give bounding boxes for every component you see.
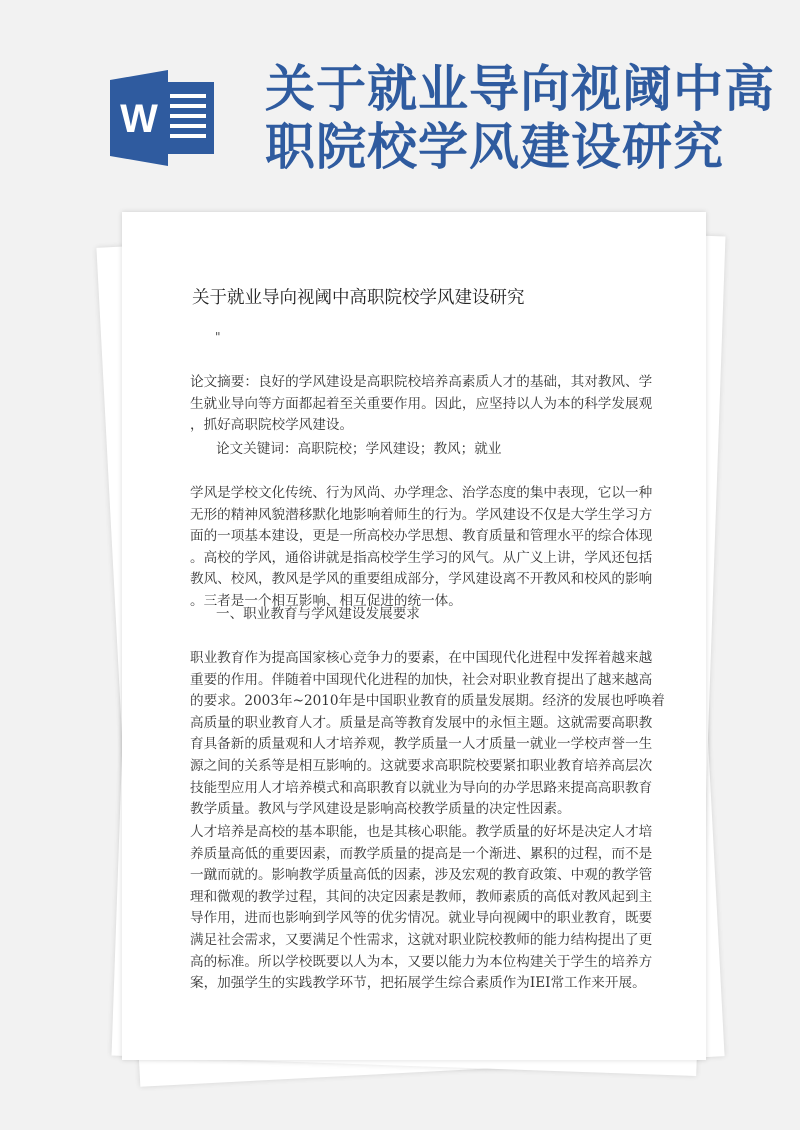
document-page [122, 212, 706, 1060]
banner-title [265, 60, 785, 176]
text-line: 的要求。2003年~2010年是中国职业教育的质量发展期。经济的发展也呼唤着 [190, 693, 665, 710]
text-line: 重要的作用。伴随着中国现代化进程的加快，社会对职业教育提出了越来越高 [190, 671, 653, 688]
paragraph-3 [190, 822, 653, 995]
text-line: 养质量高低的重要因素，而教学质量的提高是一个渐进、累积的过程，而不是 [190, 845, 653, 862]
quote-mark: " [215, 330, 221, 344]
paragraph-1 [190, 483, 653, 613]
text-line: 论文摘要：良好的学风建设是高职院校培养高素质人才的基础，其对教风、学 [190, 374, 653, 390]
section-heading: 一、职业教育与学风建设发展要求 [216, 606, 420, 622]
text-line: 源之间的关系等是相互影响的。这就要求高职院校要紧扣职业教育培养高层次 [190, 757, 653, 774]
text-line: 生就业导向等方面都起着至关重要作用。因此，应坚持以人为本的科学发展观 [190, 395, 653, 412]
text-line: 人才培养是高校的基本职能，也是其核心职能。教学质量的好坏是决定人才培 [190, 824, 653, 840]
text-line: 面的一项基本建设，更是一所高校办学思想、教育质量和管理水平的综合体现 [190, 528, 653, 545]
svg-text:W: W [120, 97, 158, 141]
word-logo-icon [110, 70, 222, 166]
text-line: 育具备新的质量观和人才培养观，教学质量一人才质量一就业一学校声誉一生 [190, 736, 653, 753]
text-line: 技能型应用人才培养模式和高职教育以就业为导向的办学思路来提高高职教育 [190, 779, 653, 796]
text-line: 。高校的学风，通俗讲就是指高校学生学习的风气。从广义上讲，学风还包括 [190, 549, 653, 566]
paragraph-2 [190, 648, 665, 821]
document-title: 关于就业导向视阈中高职院校学风建设研究 [192, 288, 525, 308]
text-line: 满足社会需求，又要满足个性需求，这就对职业院校教师的能力结构提出了更 [190, 931, 653, 948]
text-line: 案，加强学生的实践教学环节，把拓展学生综合素质作为IEI常工作来开展。 [190, 975, 646, 992]
text-line: 教风、校风，教风是学风的重要组成部分，学风建设离不开教风和校风的影响 [190, 571, 653, 588]
text-line: 无形的精神风貌潜移默化地影响着师生的行为。学风建设不仅是大学生学习方 [190, 506, 653, 523]
text-line: 导作用，进而也影响到学风等的优劣情况。就业导向视阈中的职业教育，既要 [190, 910, 653, 927]
banner-title-line: 关于就业导向视阈中高 [265, 59, 775, 118]
text-line: 理和微观的教学过程，其间的决定因素是教师，教师素质的高低对教风起到主 [190, 888, 653, 905]
text-line: 高的标准。所以学校既要以人为本，又要以能力为本位构建关于学生的培养方 [190, 953, 653, 970]
text-line: 一蹴而就的。影响教学质量高低的因素，涉及宏观的教育政策、中观的教学管 [190, 867, 653, 884]
text-line: 教学质量。教风与学风建设是影响高校教学质量的决定性因素。 [190, 801, 571, 818]
banner-title-line: 职院校学风建设研究 [265, 117, 724, 176]
text-line: 高质量的职业教育人才。质量是高等教育发展中的永恒主题。这就需要高职教 [190, 714, 653, 731]
text-line: 。三者是一个相互影响、相互促进的统一体。 [190, 592, 462, 609]
abstract-paragraph [190, 372, 653, 437]
text-line: ，抓好高职院校学风建设。 [190, 417, 354, 434]
keywords: 论文关键词：高职院校；学风建设；教风；就业 [216, 441, 502, 457]
text-line: 学风是学校文化传统、行为风尚、办学理念、治学态度的集中表现，它以一种 [190, 485, 653, 501]
text-line: 职业教育作为提高国家核心竞争力的要素，在中国现代化进程中发挥着越来越 [190, 650, 653, 666]
